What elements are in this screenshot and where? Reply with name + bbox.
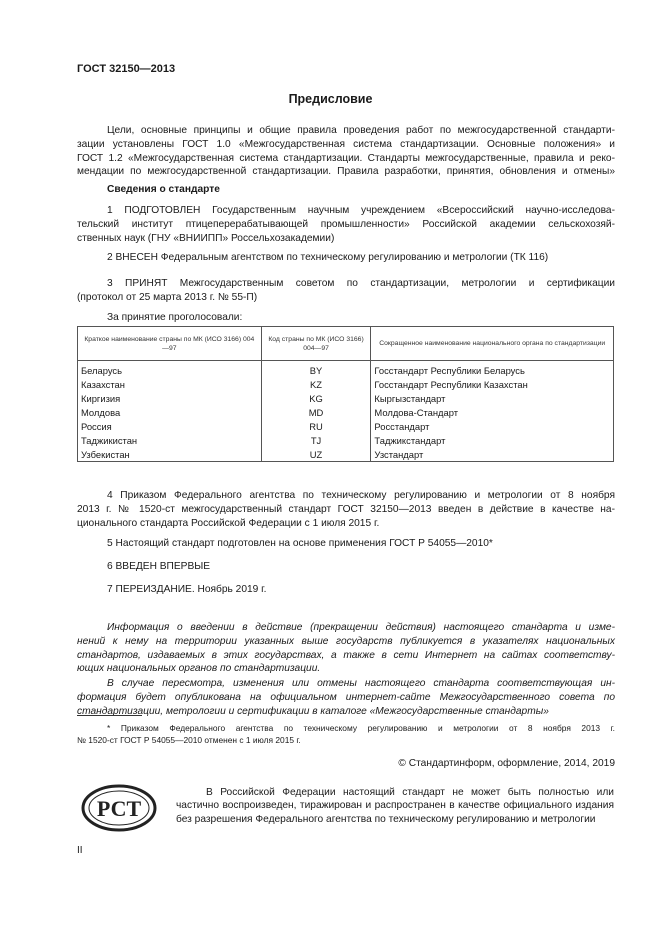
body-cell: Молдова-Стандарт [371,406,614,420]
item-6 [77,560,615,574]
item-2 [77,251,615,265]
notice-line: Информация о введении в действие (прекращении действия) настоящего стандарта и изме- [107,622,615,633]
notice-line: стандартизации, метрологии и сертификации в каталоге «Межгосударственные стандарты» [77,705,549,717]
item-3 [77,277,615,305]
body-cell: Госстандарт Республики Казахстан [371,378,614,392]
page-title: Предисловие [288,92,373,106]
column-header-country: Краткое наименование страны по МК (ИСО 3166) 004—97 [78,327,262,361]
intro-line: ГОСТ 1.2 «Межгосударственная система стандартизации. Стандарты межгосударственные, правила и реко- [77,152,615,164]
table-row [78,433,614,447]
code-cell: RU [261,420,371,434]
intro-line: зации установлены ГОСТ 1.0 «Межгосударственная система стандартизации. Основные положения» и [77,138,615,150]
item-3-line: (протокол от 25 марта 2013 г. № 55-П) [77,291,258,303]
country-cell: Казахстан [78,378,262,392]
footnote [77,722,615,746]
intro-paragraph [77,124,615,179]
intro-line: Цели, основные принципы и общие правила проведения работ по межгосударственной стандарти- [107,125,615,136]
country-cell: Россия [78,420,262,434]
item-5 [77,537,615,551]
table-row [78,406,614,420]
code-cell: BY [261,361,371,378]
table-row [78,361,614,378]
item-7 [77,583,615,597]
item-1 [77,204,615,245]
code-cell: MD [261,406,371,420]
standard-id-header: ГОСТ 32150—2013 [77,63,176,75]
item-6-line: 6 ВВЕДЕН ВПЕРВЫЕ [107,561,211,572]
body-cell: Кыргызстандарт [371,392,614,406]
footnote-line: № 1520-ст ГОСТ Р 54055—2010 отменен с 1 июля 2015 г. [77,735,301,745]
code-cell: KZ [261,378,371,392]
notice-line: В случае пересмотра, изменения или отмены настоящего стандарта соответствующая ин- [107,678,615,689]
notice-line: стандартов, издаваемых в этих государствах, а также в сети Интернет на сайтах соответству- [77,649,615,661]
notice-line: ющих национальных органов по стандартизации. [77,663,321,675]
item-1-line: ственных наук (ГНУ «ВНИИПП» Россельхозакадемии) [77,232,335,244]
rst-logo-icon [80,783,158,833]
logo-text: РСТ [96,796,142,821]
item-1-line: тельский институт птицеперерабатывающей промышленности» Российской академии сельскохозяй- [77,218,615,230]
footnote-divider [77,715,142,716]
table-row [78,420,614,434]
info-heading: Сведения о стандарте [107,184,220,195]
vote-label-text: За принятие проголосовали: [107,312,243,323]
code-cell: KG [261,392,371,406]
notice-publication [77,621,615,676]
column-header-code: Код страны по МК (ИСО 3166) 004—97 [261,327,371,361]
country-cell: Таджикистан [78,433,262,447]
intro-line: мендации по межгосударственной стандартизации. Правила разработки, принятия, обновления и отмены» [77,166,615,178]
item-5-line: 5 Настоящий стандарт подготовлен на основе применения ГОСТ Р 54055—2010* [107,538,493,549]
notice-line: формация будет опубликована на официальном интернет-сайте Межгосударственного совета по [77,691,615,703]
country-cell: Молдова [78,406,262,420]
code-cell: UZ [261,447,371,461]
body-cell: Росстандарт [371,420,614,434]
body-cell: Узстандарт [371,447,614,461]
countries-table [77,326,614,462]
code-cell: TJ [261,433,371,447]
table-row [78,392,614,406]
item-3-line: 3 ПРИНЯТ Межгосударственным советом по стандартизации, метрологии и сертификации [107,278,615,289]
table-row [78,378,614,392]
notice-line: нений к нему на территории указанных выше государств публикуется в указателях национальных [77,635,615,647]
country-cell: Узбекистан [78,447,262,461]
country-cell: Беларусь [78,361,262,378]
item-4-line: 2013 г. № 1520-ст межгосударственный стандарт ГОСТ 32150—2013 введен в действие в качестве на- [77,503,615,515]
vote-label [77,311,615,325]
item-4-line: ционального стандарта Российской Федерации с 1 июля 2015 г. [77,517,380,529]
footnote-line: * Приказом Федерального агентства по техническому регулированию и метрологии от 8 ноября 2013 г. [107,723,615,733]
notice-revision [77,677,615,718]
table-header-row [78,327,614,361]
item-1-line: 1 ПОДГОТОВЛЕН Государственным научным учреждением «Всероссийский научно-исследова- [107,205,615,216]
country-cell: Киргизия [78,392,262,406]
item-2-line: 2 ВНЕСЕН Федеральным агентством по техническому регулированию и метрологии (ТК 116) [107,252,549,263]
item-7-line: 7 ПЕРЕИЗДАНИЕ. Ноябрь 2019 г. [107,584,267,595]
rights-text: В Российской Федерации настоящий стандарт не может быть полностью или частично воспроизведен, тиражирован и распространен в качестве официального издания без разрешения Федерального агентства по техническому регулированию и метрологии [176,787,614,825]
copyright-notice: © Стандартинформ, оформление, 2014, 2019 [398,758,615,769]
page-number: II [77,845,83,856]
body-cell: Таджикстандарт [371,433,614,447]
table-row [78,447,614,461]
body-cell: Госстандарт Республики Беларусь [371,361,614,378]
rights-notice [176,786,614,826]
item-4-line: 4 Приказом Федерального агентства по техническому регулированию и метрологии от 8 ноября [107,490,615,501]
item-4 [77,489,615,530]
column-header-body: Сокращенное наименование национального органа по стандартизации [371,327,614,361]
